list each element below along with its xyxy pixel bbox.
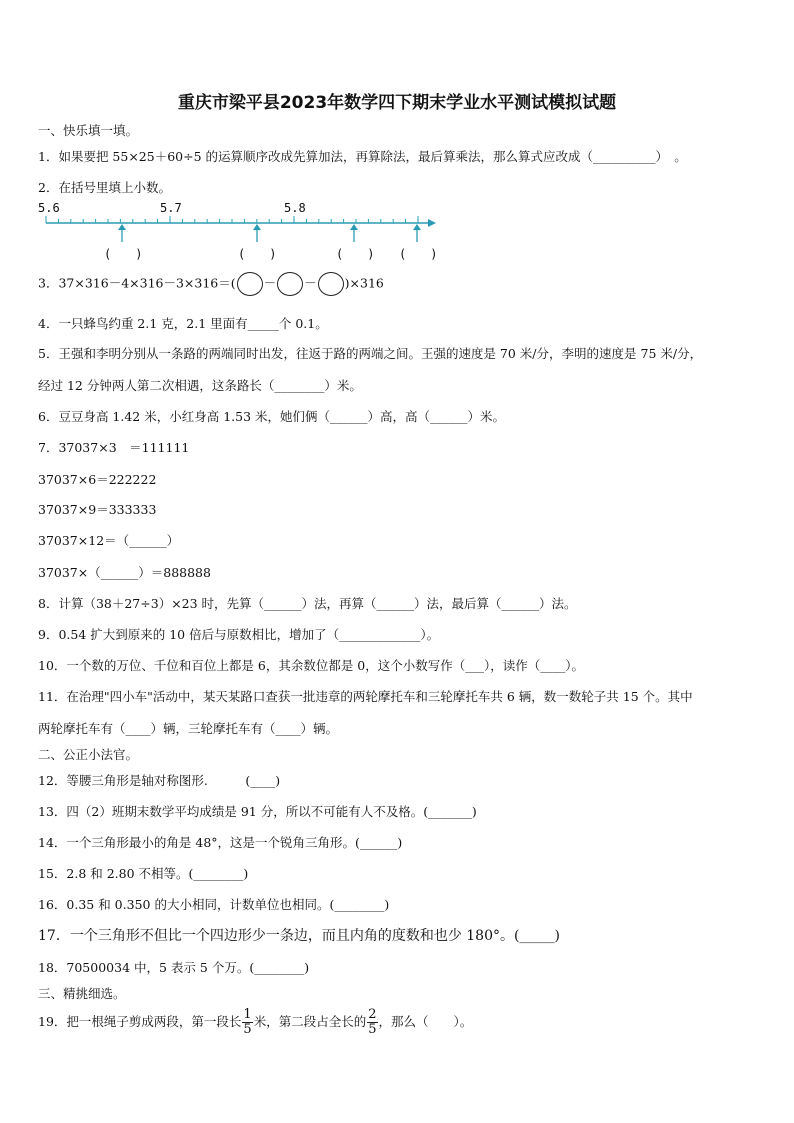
question-16: 16．0.35 和 0.350 的大小相同，计数单位也相同。(________) — [38, 897, 390, 912]
number-line-blank-3: ( ) — [336, 247, 375, 261]
answer-circle-1 — [237, 272, 263, 296]
question-18: 18．70500034 中，5 表示 5 个万。(________) — [38, 960, 310, 975]
question-11-line-1: 11．在治理"四小车"活动中，某天某路口查获一批违章的两轮摩托车和三轮摩托车共 6 辆，数一数轮子共 15 个。其中 — [38, 689, 693, 704]
question-7-line-3: 37037×9＝333333 — [38, 502, 157, 517]
question-2: 2．在括号里填上小数。 — [38, 180, 171, 195]
question-12: 12．等腰三角形是轴对称图形. (____) — [38, 773, 281, 788]
number-line — [36, 196, 456, 268]
question-3: 3．37×316－4×316－3×316＝( － － )×316 — [38, 272, 384, 296]
question-7-line-4: 37037×12＝（______） — [38, 533, 180, 548]
number-line-blank-2: ( ) — [238, 247, 277, 261]
question-19 — [38, 1008, 472, 1037]
question-3-text-a: 3．37×316－4×316－3×316＝( — [38, 275, 236, 291]
number-line-label-5-8: 5.8 — [284, 201, 306, 215]
question-19-text-a: 19．把一根绳子剪成两段，第一段长 — [38, 1014, 242, 1029]
answer-circle-3 — [318, 272, 344, 296]
question-7-line-2: 37037×6＝222222 — [38, 472, 157, 487]
number-line-label-5-7: 5.7 — [160, 201, 182, 215]
answer-circle-2 — [277, 272, 303, 296]
number-line-blank-4: ( ) — [399, 247, 438, 261]
fraction-2-denominator: 5 — [368, 1022, 377, 1037]
question-13: 13．四（2）班期末数学平均成绩是 91 分，所以不可能有人不及格。(_______) — [38, 804, 477, 819]
question-17: 17．一个三角形不但比一个四边形少一条边，而且内角的度数和也少 180°。(_____) — [38, 928, 560, 944]
fraction-one-fifth — [242, 1008, 252, 1037]
fraction-1-numerator: 1 — [243, 1007, 252, 1022]
number-line-arrow-2 — [253, 224, 261, 242]
number-line-arrow-4 — [413, 224, 421, 242]
question-9: 9．0.54 扩大到原来的 10 倍后与原数相比，增加了（_____________）。 — [38, 627, 440, 642]
question-6: 6．豆豆身高 1.42 米，小红身高 1.53 米，她们俩（______）高，高（______）米。 — [38, 409, 506, 424]
question-19-text-c: ，那么（ ）。 — [378, 1014, 473, 1029]
page-title: 重庆市梁平县2023年数学四下期末学业水平测试模拟试题 — [177, 93, 617, 113]
section-heading-1: 一、快乐填一填。 — [38, 123, 139, 138]
question-19-text-b: 米，第二段占全长的 — [253, 1014, 367, 1029]
section-heading-2: 二、公正小法官。 — [38, 747, 139, 762]
question-5-line-1: 5．王强和李明分别从一条路的两端同时出发，往返于路的两端之间。王强的速度是 70 米/分，李明的速度是 75 米/分， — [38, 346, 703, 361]
number-line-arrow-1 — [118, 224, 126, 242]
question-5-line-2: 经过 12 分钟两人第二次相遇，这条路长（________）米。 — [38, 378, 362, 393]
number-line-blank-1: ( ) — [104, 247, 143, 261]
question-14: 14．一个三角形最小的角是 48°，这是一个锐角三角形。(______) — [38, 835, 403, 850]
fraction-2-numerator: 2 — [368, 1007, 377, 1022]
fraction-1-denominator: 5 — [243, 1022, 252, 1037]
question-7-line-5: 37037×（______）＝888888 — [38, 565, 211, 580]
question-15: 15．2.8 和 2.80 不相等。(________) — [38, 866, 249, 881]
number-line-arrowhead — [428, 219, 436, 227]
number-line-ticks — [46, 216, 418, 223]
question-1: 1．如果要把 55×25＋60÷5 的运算顺序改成先算加法，再算除法，最后算乘法，那么算式应改成（__________） 。 — [38, 149, 687, 164]
question-3-text-b: )×316 — [344, 275, 384, 291]
question-10: 10．一个数的万位、千位和百位上都是 6，其余数位都是 0，这个小数写作（___），读作（____）。 — [38, 658, 585, 673]
number-line-arrow-3 — [350, 224, 358, 242]
question-8: 8．计算（38＋27÷3）×23 时，先算（______）法，再算（______）法，最后算（______）法。 — [38, 596, 577, 611]
question-7-line-1: 7．37037×3 ＝111111 — [38, 440, 190, 455]
number-line-label-5-6: 5.6 — [38, 201, 60, 215]
question-4: 4．一只蜂鸟约重 2.1 克，2.1 里面有_____个 0.1。 — [38, 316, 328, 331]
question-11-line-2: 两轮摩托车有（____）辆，三轮摩托车有（____）辆。 — [38, 721, 339, 736]
fraction-two-fifths — [367, 1008, 377, 1037]
section-heading-3: 三、精挑细选。 — [38, 986, 126, 1001]
